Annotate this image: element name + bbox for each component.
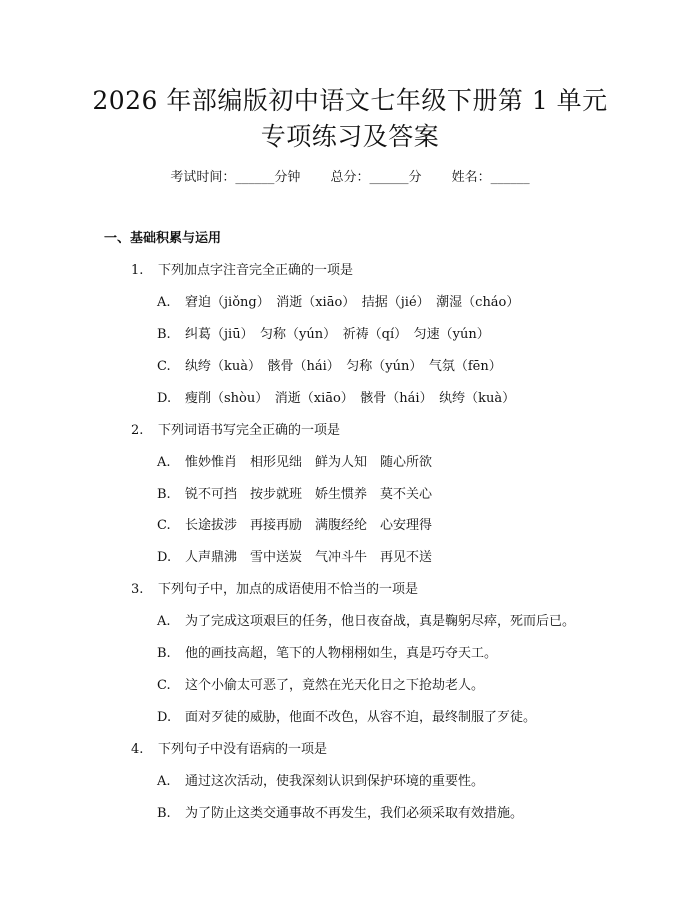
option-text: 这个小偷太可恶了，竟然在光天化日之下抢劫老人。 xyxy=(185,678,485,693)
question-number: 4. xyxy=(131,742,144,757)
option-text: 纨绔（kuà） 骸骨（hái） 匀称（yún） 气氛（fēn） xyxy=(185,359,502,374)
document-title-line1: 2026 年部编版初中语文七年级下册第 1 单元 xyxy=(92,86,608,115)
q1-option-c xyxy=(157,357,502,377)
question-text: 下列句子中，加点的成语使用不恰当的一项是 xyxy=(158,582,419,597)
option-text: 长途拔涉 再接再励 满腹经纶 心安理得 xyxy=(185,518,433,533)
question-2 xyxy=(131,421,340,441)
option-label: B. xyxy=(157,646,171,661)
section-heading: 一、基础积累与运用 xyxy=(104,231,222,246)
option-label: C. xyxy=(157,678,171,693)
option-label: C. xyxy=(157,359,171,374)
q4-option-b xyxy=(157,804,523,824)
option-text: 纠葛（jiū） 匀称（yún） 祈祷（qí） 匀速（yún） xyxy=(185,327,490,342)
question-4 xyxy=(131,740,327,760)
option-label: D. xyxy=(157,391,172,406)
option-text: 锐不可挡 按步就班 娇生惯养 莫不关心 xyxy=(185,487,433,502)
option-text: 为了防止这类交通事故不再发生，我们必须采取有效措施。 xyxy=(185,806,524,821)
option-text: 面对歹徒的威胁，他面不改色，从容不迫，最终制服了歹徒。 xyxy=(185,710,537,725)
question-1 xyxy=(131,261,353,281)
option-text: 窘迫（jiǒng） 消逝（xiāo） 拮据（jié） 潮湿（cháo） xyxy=(185,295,520,310)
question-number: 3. xyxy=(131,582,144,597)
option-label: B. xyxy=(157,327,171,342)
option-label: A. xyxy=(157,455,171,470)
q3-option-c xyxy=(157,676,484,696)
option-label: B. xyxy=(157,487,171,502)
option-label: D. xyxy=(157,710,172,725)
option-label: A. xyxy=(157,295,171,310)
question-number: 2. xyxy=(131,423,144,438)
question-number: 1. xyxy=(131,263,144,278)
q2-option-d xyxy=(157,548,432,568)
option-text: 瘦削（shòu） 消逝（xiāo） 骸骨（hái） 纨绔（kuà） xyxy=(185,391,516,406)
option-label: A. xyxy=(157,774,171,789)
q3-option-b xyxy=(157,644,497,664)
q3-option-d xyxy=(157,708,536,728)
option-text: 他的画技高超，笔下的人物栩栩如生，真是巧夺天工。 xyxy=(185,646,498,661)
q1-option-b xyxy=(157,325,490,345)
q4-option-a xyxy=(157,772,484,792)
option-text: 为了完成这项艰巨的任务，他日夜奋战，真是鞠躬尽瘁，死而后已。 xyxy=(185,614,576,629)
q2-option-a xyxy=(157,453,432,473)
q2-option-b xyxy=(157,485,432,505)
document-title-line2: 专项练习及答案 xyxy=(260,122,440,151)
q1-option-d xyxy=(157,389,515,409)
option-text: 通过这次活动，使我深刻认识到保护环境的重要性。 xyxy=(185,774,485,789)
q2-option-c xyxy=(157,516,432,536)
option-label: A. xyxy=(157,614,171,629)
option-text: 人声鼎沸 雪中送炭 气冲斗牛 再见不送 xyxy=(185,550,433,565)
exam-meta xyxy=(0,168,700,188)
q1-option-a xyxy=(157,293,519,313)
option-label: B. xyxy=(157,806,171,821)
question-text: 下列加点字注音完全正确的一项是 xyxy=(158,263,354,278)
total-score-field: 总分：______分 xyxy=(330,170,422,185)
option-label: C. xyxy=(157,518,171,533)
q3-option-a xyxy=(157,612,575,632)
exam-time-field: 考试时间：______分钟 xyxy=(170,170,301,185)
option-text: 惟妙惟肖 相形见绌 鲜为人知 随心所欲 xyxy=(185,455,433,470)
question-text: 下列句子中没有语病的一项是 xyxy=(158,742,328,757)
question-text: 下列词语书写完全正确的一项是 xyxy=(158,423,341,438)
student-name-field: 姓名：______ xyxy=(451,170,530,185)
option-label: D. xyxy=(157,550,172,565)
question-3 xyxy=(131,580,418,600)
